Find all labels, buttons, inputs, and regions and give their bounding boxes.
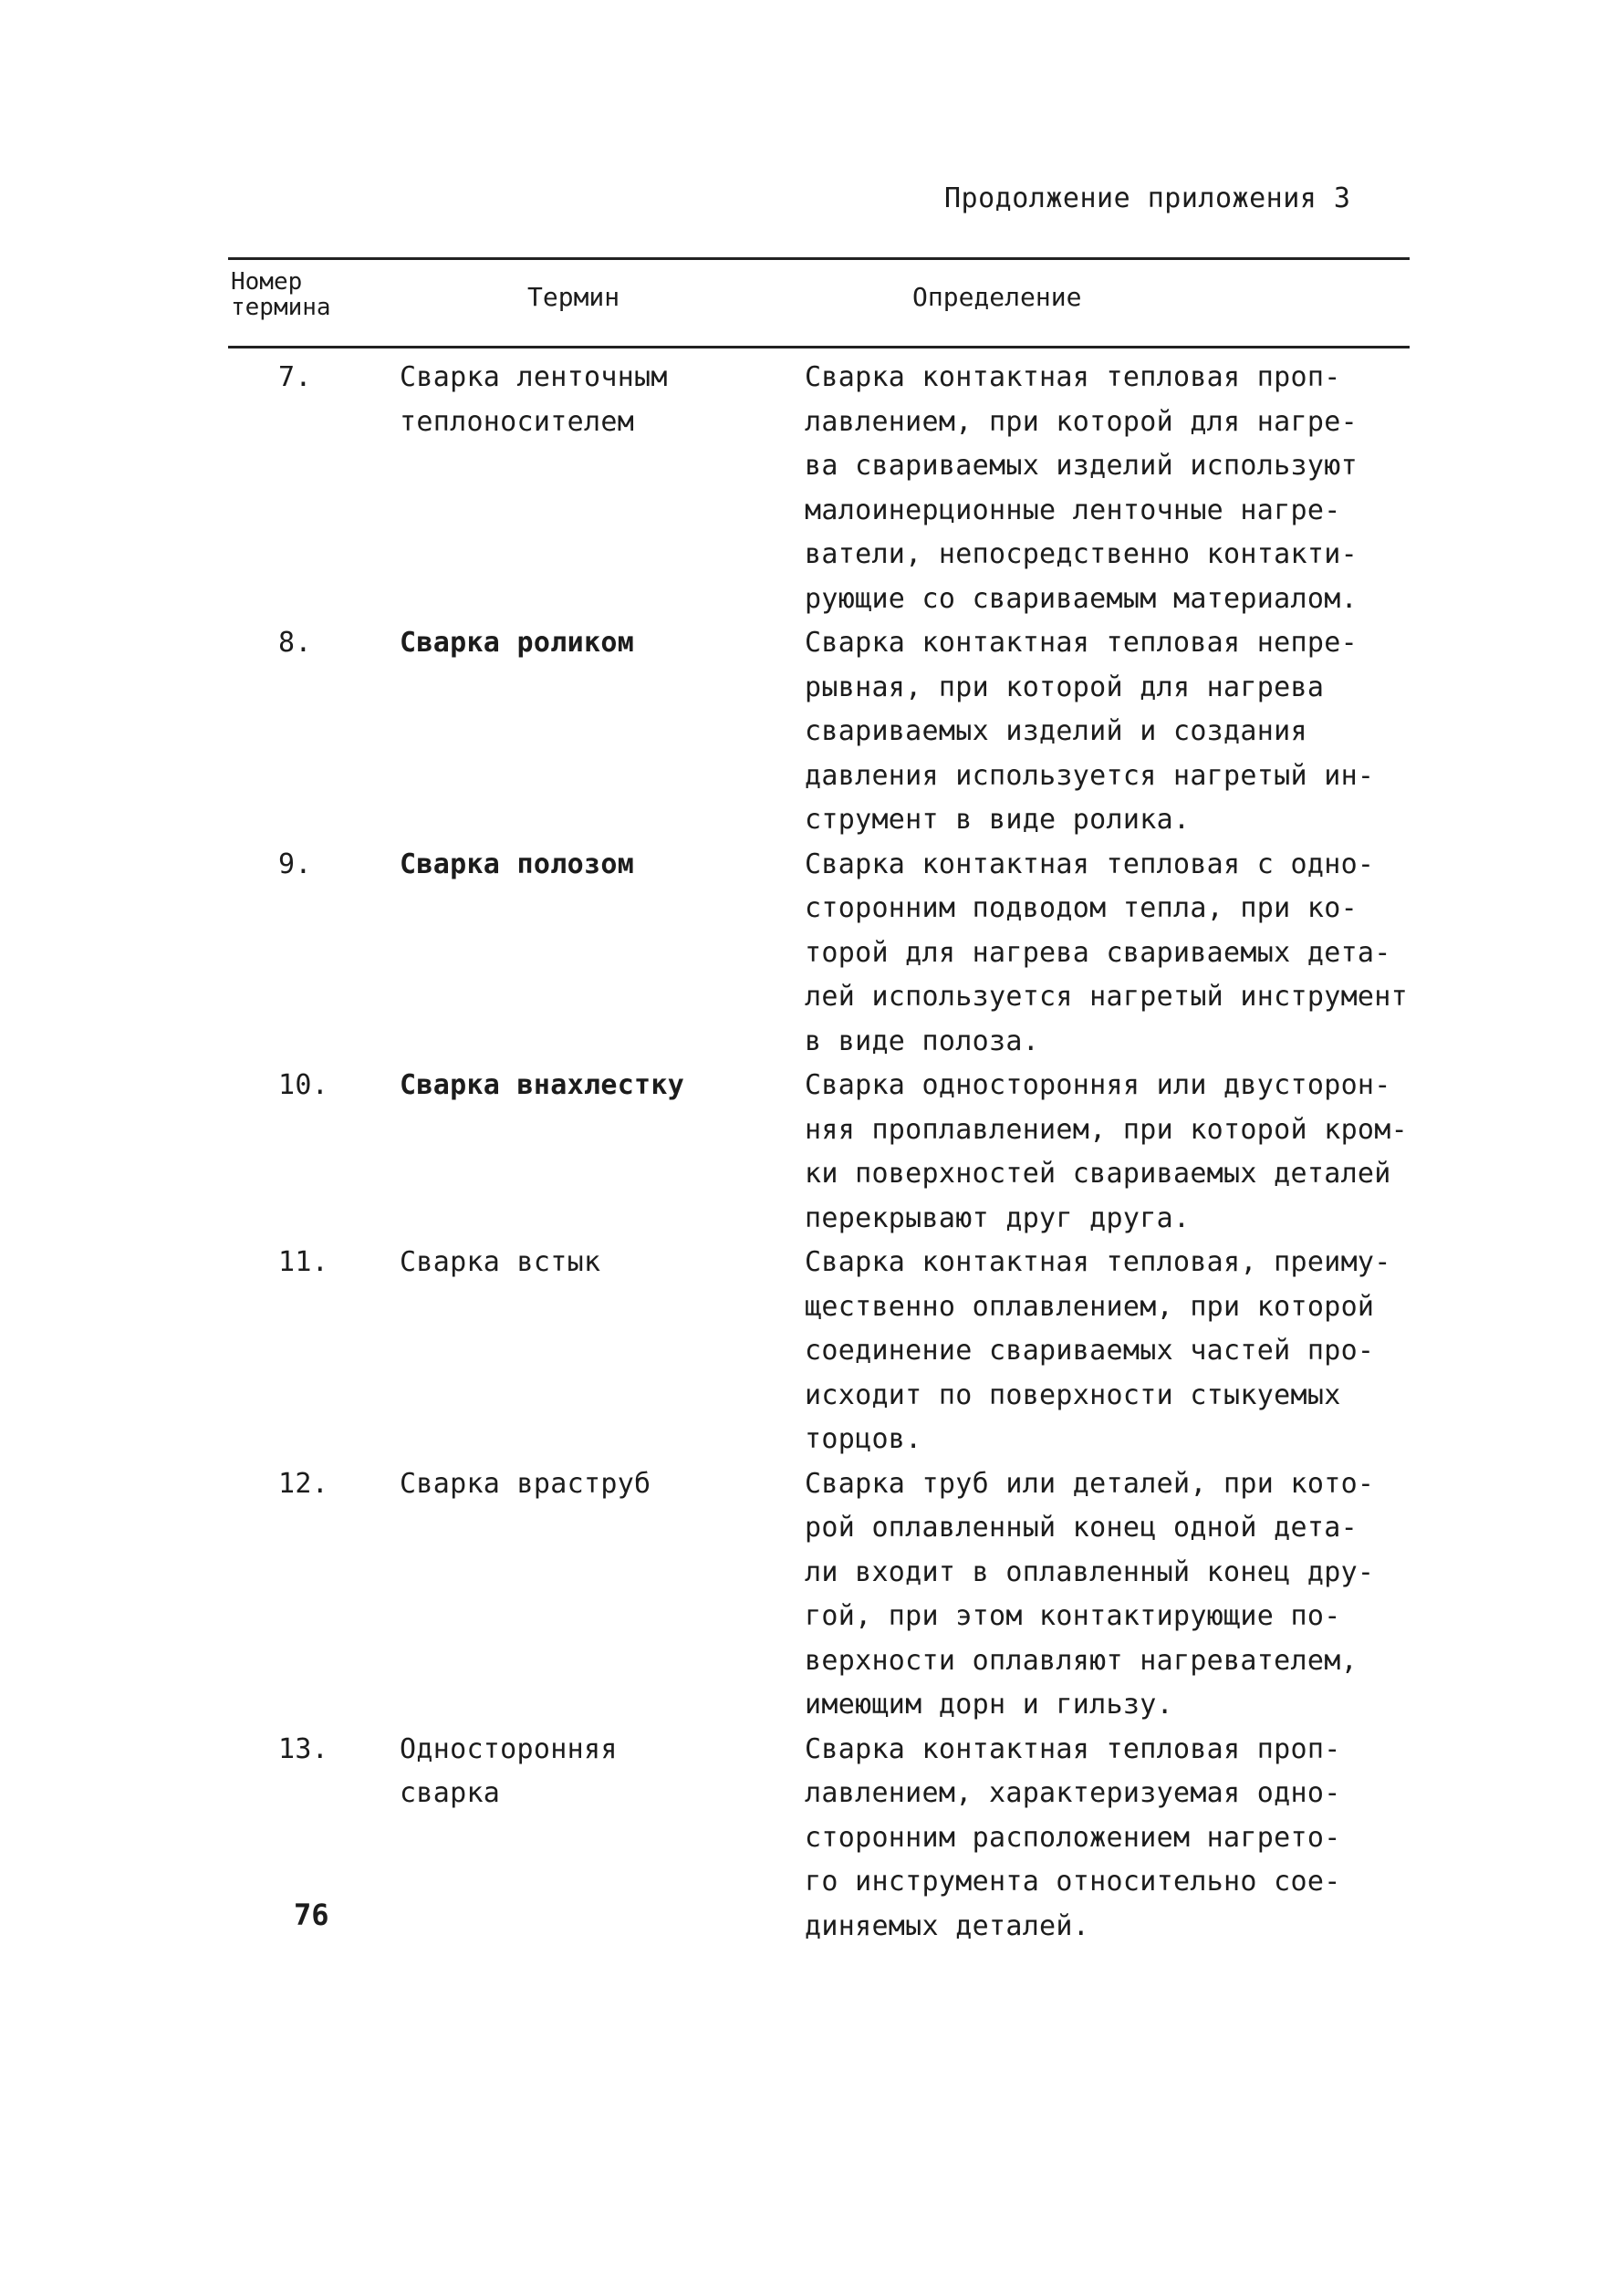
table-row <box>0 1241 1624 1462</box>
table-row <box>0 356 1624 621</box>
table-row <box>0 621 1624 843</box>
term-number: 9. <box>278 848 312 880</box>
term-definition: Сварка труб или деталей, при кото- рой оплавленный конец одной дета- ли входит в оплавленный конец дру- гой, при этом контактирующие по- верхности оплавляют нагревателем, имеющим дорн и гильзу. <box>805 1467 1375 1721</box>
page-header: Продолжение приложения 3 <box>944 182 1351 214</box>
term-number: 10. <box>278 1069 329 1101</box>
table-header-rule <box>228 346 1410 348</box>
term-name: Сварка ленточным теплоносителем <box>400 361 668 438</box>
term-definition: Сварка контактная тепловая проп- лавлением, при которой для нагре- ва свариваемых изделий используют малоинерционные ленточные нагре- ватели, непосредственно контакти- рующие со свариваемым материалом. <box>805 361 1358 615</box>
term-definition: Сварка контактная тепловая непре- рывная, при которой для нагрева свариваемых изделий и создания давления используется нагретый ин- струмент в виде ролика. <box>805 627 1375 836</box>
term-name: Сварка полозом <box>400 848 635 880</box>
table-top-rule <box>228 257 1410 260</box>
term-number: 8. <box>278 627 312 659</box>
term-number: 12. <box>278 1467 329 1500</box>
term-name: Сварка внахлестку <box>400 1069 685 1101</box>
terms-table-body <box>0 356 1624 1949</box>
page-number: 76 <box>294 1898 329 1932</box>
term-definition: Сварка контактная тепловая проп- лавлением, характеризуемая одно- сторонним расположением нагрето- го инструмента относительно сое- диняемых деталей. <box>805 1732 1341 1942</box>
term-definition: Сварка односторонняя или двусторон- няя проплавлением, при которой кром- ки поверхностей свариваемых деталей перекрывают друг друга. <box>805 1069 1409 1234</box>
term-number: 7. <box>278 361 312 393</box>
term-name: Односторонняя сварка <box>400 1732 618 1809</box>
term-definition: Сварка контактная тепловая, преиму- щественно оплавлением, при которой соединение свариваемых частей про- исходит по поверхности стыкуемых торцов. <box>805 1246 1391 1455</box>
column-header-definition: Определение <box>912 282 1082 312</box>
table-row <box>0 1462 1624 1728</box>
term-name: Сварка враструб <box>400 1467 651 1500</box>
term-number: 11. <box>278 1246 329 1278</box>
term-name: Сварка встык <box>400 1246 601 1278</box>
table-row <box>0 1728 1624 1950</box>
column-header-term: Термин <box>527 282 620 312</box>
table-row <box>0 1064 1624 1241</box>
column-header-number: Номер термина <box>231 268 331 321</box>
table-row <box>0 843 1624 1065</box>
term-name: Сварка роликом <box>400 627 635 659</box>
term-number: 13. <box>278 1732 329 1765</box>
term-definition: Сварка контактная тепловая с одно- сторонним подводом тепла, при ко- торой для нагрева свариваемых дета- лей используется нагретый инструмент в виде полоза. <box>805 848 1409 1057</box>
